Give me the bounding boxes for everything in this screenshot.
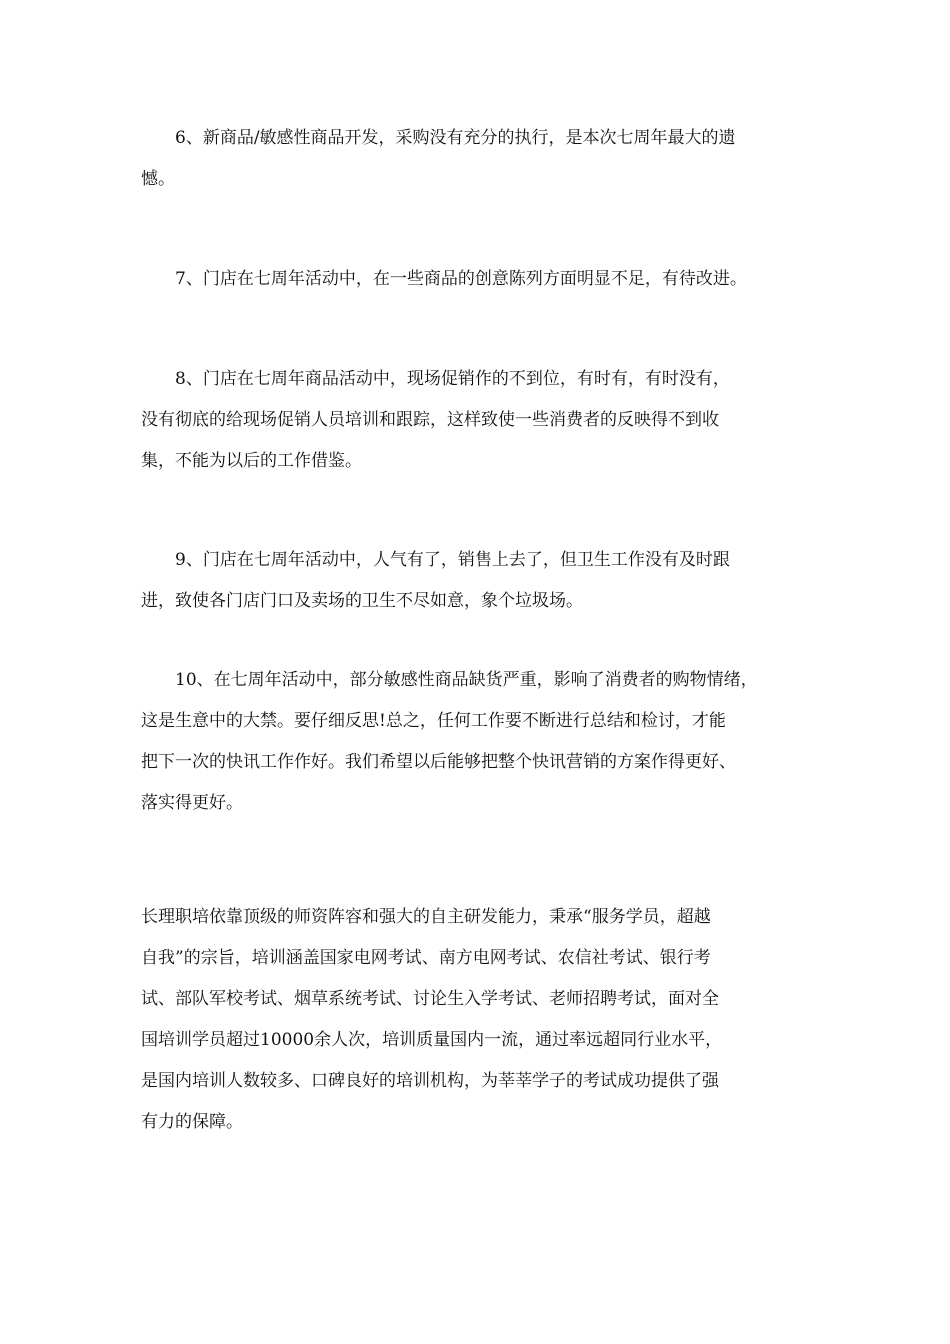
text-line: 10、在七周年活动中，部分敏感性商品缺货严重，影响了消费者的购物情绪， xyxy=(141,670,758,690)
text-line: 憾。 xyxy=(141,169,175,189)
text-line: 试、部队军校考试、烟草系统考试、讨论生入学考试、老师招聘考试，面对全 xyxy=(141,989,719,1009)
text-line: 没有彻底的给现场促销人员培训和跟踪，这样致使一些消费者的反映得不到收 xyxy=(141,410,719,430)
text-line: 6、新商品/敏感性商品开发，采购没有充分的执行，是本次七周年最大的遗 xyxy=(141,128,736,148)
text-line: 国培训学员超过10000余人次，培训质量国内一流，通过率远超同行业水平， xyxy=(141,1030,723,1050)
text-line: 自我”的宗旨，培训涵盖国家电网考试、南方电网考试、农信社考试、银行考 xyxy=(141,948,711,968)
text-line: 集，不能为以后的工作借鉴。 xyxy=(141,451,362,471)
text-line: 有力的保障。 xyxy=(141,1112,243,1132)
text-line: 是国内培训人数较多、口碑良好的培训机构，为莘莘学子的考试成功提供了强 xyxy=(141,1071,719,1091)
paragraph-item-8 xyxy=(141,359,821,482)
text-line: 8、门店在七周年商品活动中，现场促销作的不到位，有时有，有时没有， xyxy=(141,369,730,389)
text-line: 这是生意中的大禁。要仔细反思!总之，任何工作要不断进行总结和检讨，才能 xyxy=(141,711,726,731)
paragraph-item-6 xyxy=(141,118,821,200)
text-line: 落实得更好。 xyxy=(141,793,243,813)
text-line: 把下一次的快讯工作作好。我们希望以后能够把整个快讯营销的方案作得更好、 xyxy=(141,752,736,772)
paragraph-item-7 xyxy=(141,259,821,300)
paragraph-item-9 xyxy=(141,540,821,622)
text-line: 9、门店在七周年活动中，人气有了，销售上去了，但卫生工作没有及时跟 xyxy=(141,550,730,570)
text-line: 7、门店在七周年活动中，在一些商品的创意陈列方面明显不足，有待改进。 xyxy=(141,269,747,289)
paragraph-item-10 xyxy=(141,660,821,824)
text-line: 长理职培依靠顶级的师资阵容和强大的自主研发能力，秉承“服务学员，超越 xyxy=(141,907,711,927)
paragraph-promo xyxy=(141,897,821,1143)
text-line: 进，致使各门店门口及卖场的卫生不尽如意，象个垃圾场。 xyxy=(141,591,583,611)
